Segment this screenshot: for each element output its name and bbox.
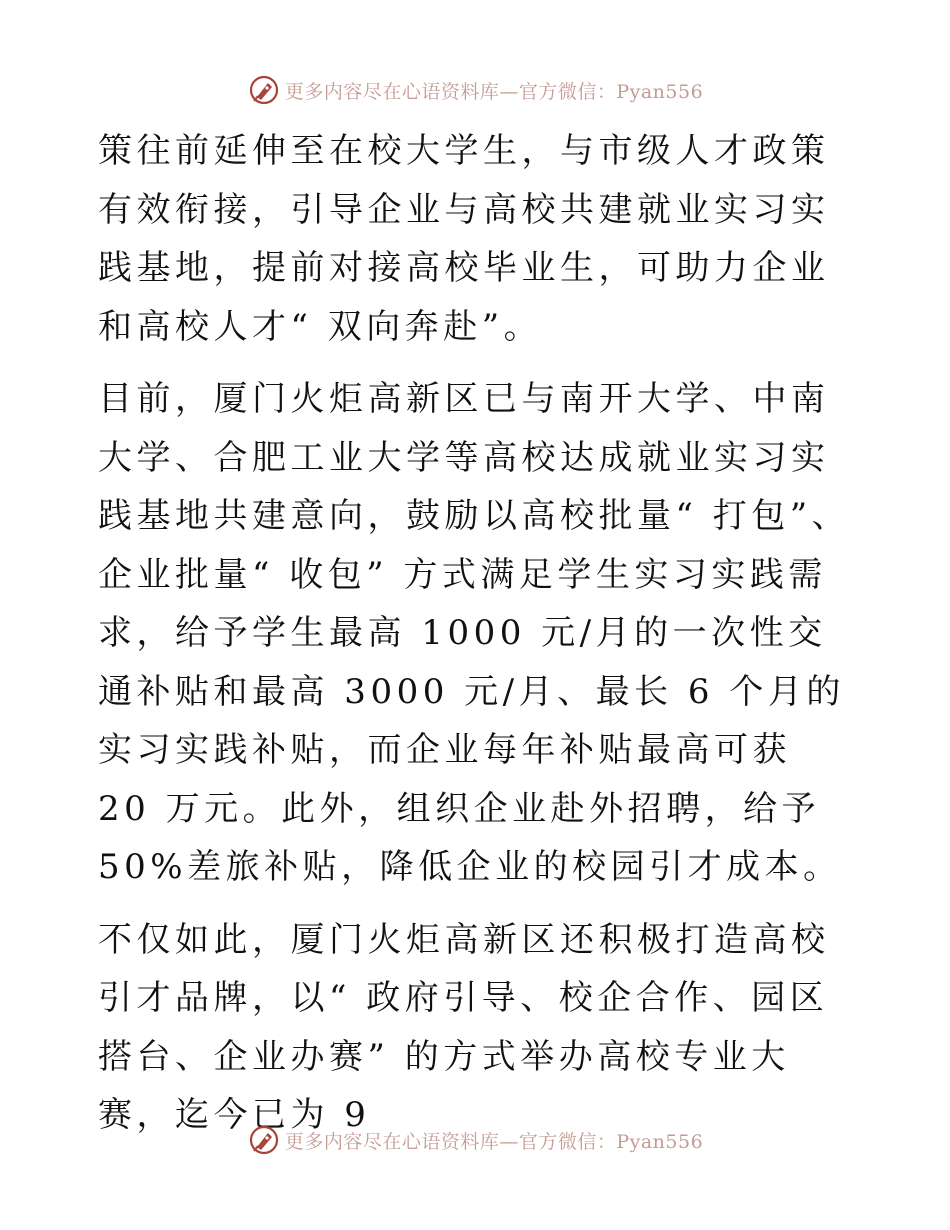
paragraph-1: 策往前延伸至在校大学生，与市级人才政策有效衔接，引导企业与高校共建就业实习实践基地，提前对接高校毕业生，可助力企业和高校人才“ 双向奔赴”。	[98, 131, 830, 347]
paragraph-3: 不仅如此，厦门火炬高新区还积极打造高校引才品牌，以“ 政府引导、校企合作、园区搭台、企业办赛” 的方式举办高校专业大赛，迄今已为 9	[98, 919, 830, 1135]
pen-nib-logo-icon	[247, 1123, 281, 1157]
footer-watermark	[0, 1118, 950, 1162]
header-watermark-text: 更多内容尽在心语资料库—官方微信：Pyan556	[284, 80, 704, 103]
paragraph-2: 目前，厦门火炬高新区已与南开大学、中南大学、合肥工业大学等高校达成就业实习实践基地共建意向，鼓励以高校批量“ 打包”、企业批量“ 收包” 方式满足学生实习实践需求，给予学生最高 1000 元/月的一次性交通补贴和最高 3000 元/月、最长 6 个月的实习实践补贴，而企业每年补贴最高可获 20 万元。此外，组织企业赴外招聘，给予 50%差旅补贴，降低企业的校园引才成本。	[98, 379, 851, 887]
footer-watermark-text: 更多内容尽在心语资料库—官方微信：Pyan556	[284, 1130, 704, 1153]
document-body	[98, 122, 858, 1145]
header-watermark	[0, 68, 950, 112]
pen-nib-logo-icon	[247, 73, 281, 107]
